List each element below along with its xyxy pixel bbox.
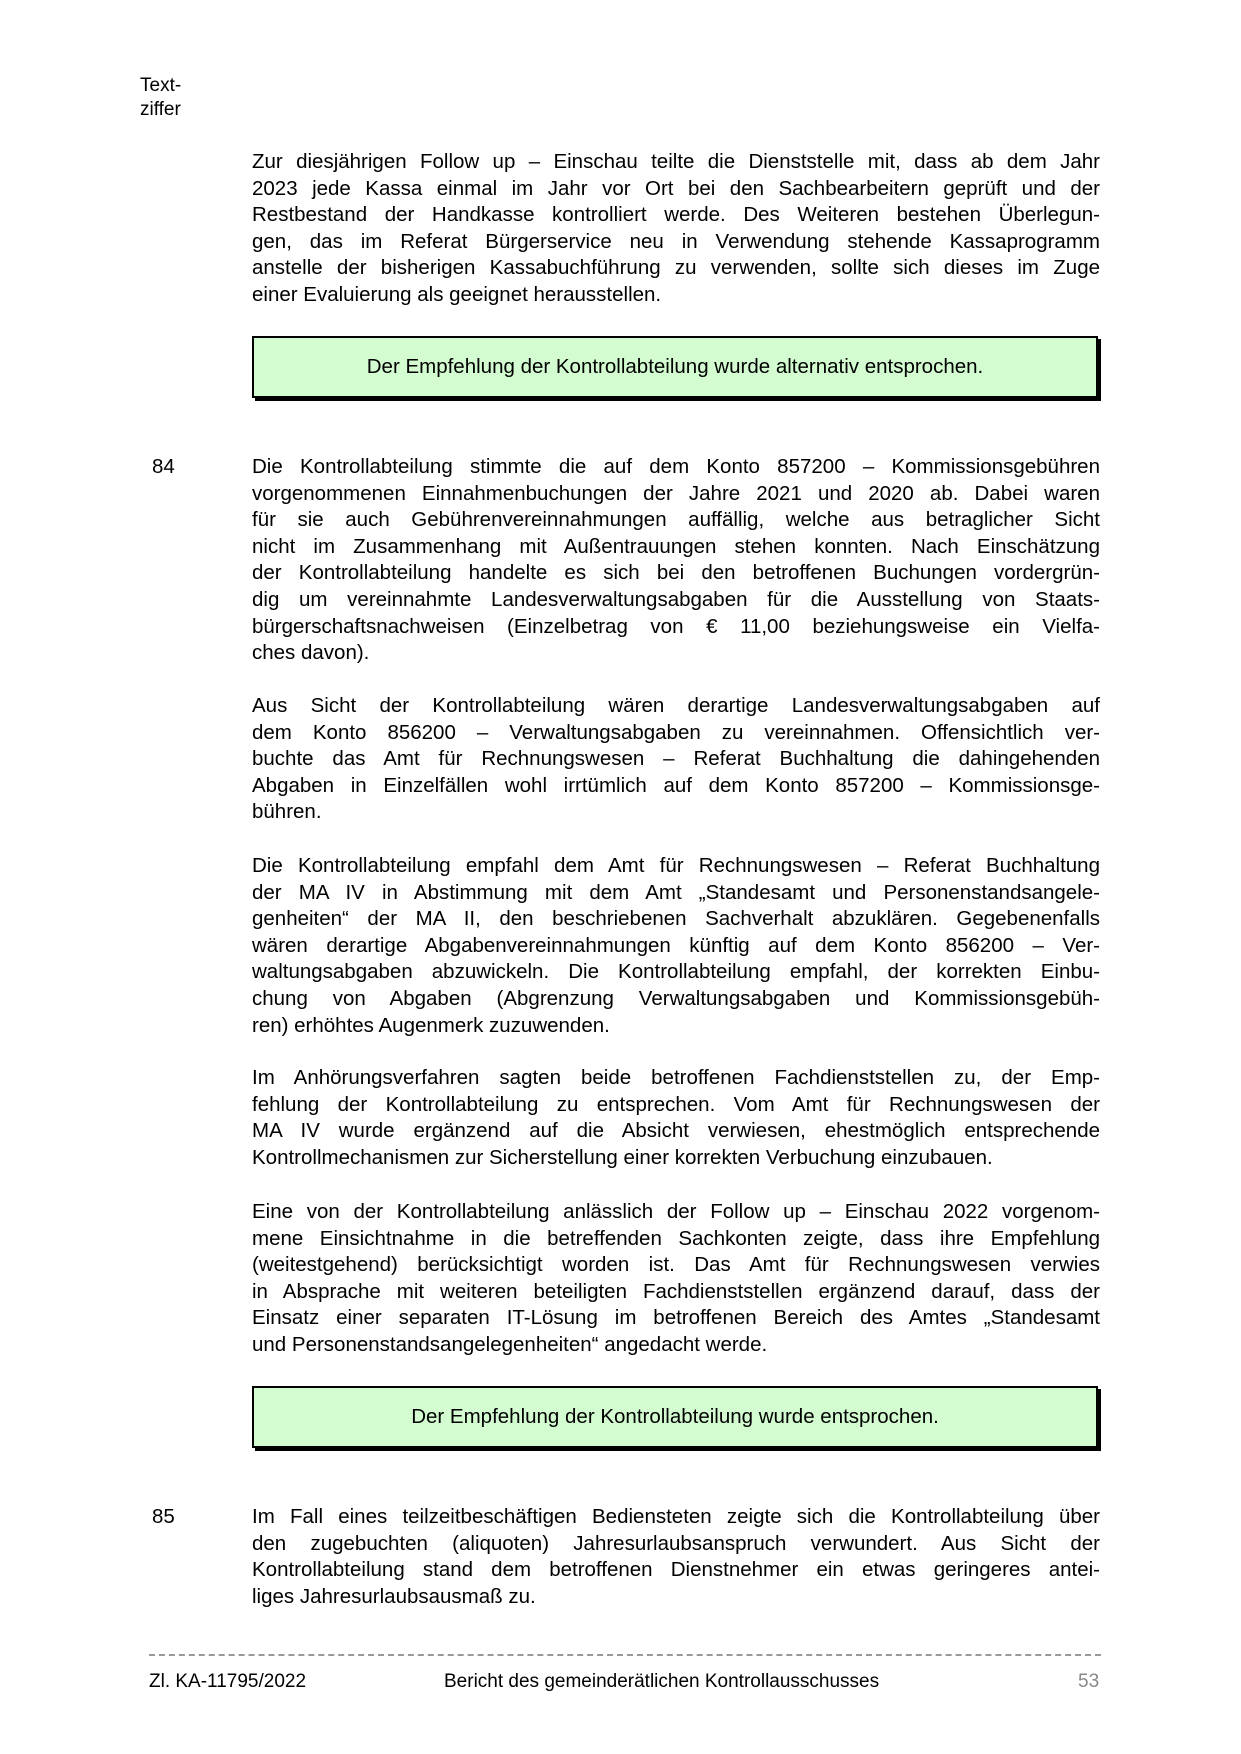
text-line: Die Kontrollabteilung empfahl dem Amt für Rechnungswesen – Referat Buchhaltung	[252, 854, 1100, 877]
text-line: Einsatz einer separaten IT-Lösung im betroffenen Bereich des Amtes „Standesamt	[252, 1306, 1100, 1330]
text-line: ren) erhöhtes Augenmerk zuzuwenden.	[252, 1013, 610, 1037]
text-line: bühren.	[252, 800, 322, 824]
text-line: buchte das Amt für Rechnungswesen – Referat Buchhaltung die dahingehenden	[252, 747, 1100, 771]
text-line: einer Evaluierung als geeignet herausstellen.	[252, 282, 662, 306]
footer-reference: Zl. KA-11795/2022	[149, 1671, 307, 1692]
text-line: (weitestgehend) berücksichtigt worden ist. Das Amt für Rechnungswesen verwies	[252, 1253, 1100, 1277]
result-box-alternative: Der Empfehlung der Kontrollabteilung wurde alternativ entsprochen.	[252, 336, 1098, 398]
footer-divider	[149, 1654, 1101, 1656]
text-line: Abgaben in Einzelfällen wohl irrtümlich auf dem Konto 857200 – Kommissionsge-	[252, 773, 1100, 797]
text-line: vorgenommenen Einnahmenbuchungen der Jahre 2021 und 2020 ab. Dabei waren	[252, 481, 1100, 505]
paragraph-85	[252, 1504, 1100, 1610]
margin-label-line: Text-	[140, 75, 182, 96]
text-line: den zugebuchten (aliquoten) Jahresurlaubsanspruch verwundert. Aus Sicht der	[252, 1531, 1100, 1555]
text-line: der Kontrollabteilung handelte es sich bei den betroffenen Buchungen vordergrün-	[252, 561, 1100, 585]
text-line: bürgerschaftsnachweisen (Einzelbetrag von € 11,00 beziehungsweise ein Vielfa-	[252, 614, 1100, 638]
text-line: Zur diesjährigen Follow up – Einschau teilte die Dienststelle mit, dass ab dem Jahr	[252, 150, 1100, 173]
margin-label	[140, 74, 181, 122]
text-line: ches davon).	[252, 641, 370, 665]
section-number-84: 84	[152, 455, 175, 478]
paragraph-84-a	[252, 454, 1100, 667]
text-line: für sie auch Gebührenvereinnahmungen auffällig, welche aus betraglicher Sicht	[252, 508, 1100, 532]
text-line: anstelle der bisherigen Kassabuchführung zu verwenden, sollte sich dieses im Zuge	[252, 256, 1100, 280]
section-number-85: 85	[152, 1505, 175, 1528]
text-line: der MA IV in Abstimmung mit dem Amt „Standesamt und Personenstandsangele-	[252, 880, 1100, 904]
text-line: dig um vereinnahmte Landesverwaltungsabgaben für die Ausstellung von Staats-	[252, 587, 1100, 611]
text-line: waltungsabgaben abzuwickeln. Die Kontrollabteilung empfahl, der korrekten Einbu-	[252, 960, 1100, 984]
text-line: gen, das im Referat Bürgerservice neu in Verwendung stehende Kassaprogramm	[252, 229, 1100, 253]
text-line: wären derartige Abgabenvereinnahmungen künftig auf dem Konto 856200 – Ver-	[252, 933, 1100, 957]
text-line: in Absprache mit weiteren beteiligten Fachdienststellen ergänzend darauf, dass der	[252, 1279, 1100, 1303]
text-line: 2023 jede Kassa einmal im Jahr vor Ort bei den Sachbearbeitern geprüft und der	[252, 176, 1100, 200]
text-line: fehlung der Kontrollabteilung zu entsprechen. Vom Amt für Rechnungswesen der	[252, 1092, 1100, 1116]
paragraph-84-c	[252, 853, 1100, 1039]
text-line: mene Einsichtnahme in die betreffenden Sachkonten zeigte, dass ihre Empfehlung	[252, 1226, 1100, 1250]
text-line: chung von Abgaben (Abgrenzung Verwaltungsabgaben und Kommissionsgebüh-	[252, 986, 1100, 1010]
text-line: dem Konto 856200 – Verwaltungsabgaben zu vereinnahmen. Offensichtlich ver-	[252, 720, 1100, 744]
text-line: und Personenstandsangelegenheiten“ angedacht werde.	[252, 1332, 768, 1356]
text-line: Die Kontrollabteilung stimmte die auf dem Konto 857200 – Kommissionsgebühren	[252, 455, 1100, 478]
text-line: liges Jahresurlaubsausmaß zu.	[252, 1584, 536, 1608]
text-line: nicht im Zusammenhang mit Außentrauungen stehen konnten. Nach Einschätzung	[252, 534, 1100, 558]
page-number: 53	[1078, 1671, 1100, 1692]
text-line: Restbestand der Handkasse kontrolliert werde. Des Weiteren bestehen Überlegun-	[252, 203, 1100, 227]
text-line: Im Fall eines teilzeitbeschäftigen Bediensteten zeigte sich die Kontrollabteilung über	[252, 1505, 1100, 1528]
paragraph-84-d	[252, 1065, 1100, 1171]
text-line: Eine von der Kontrollabteilung anlässlich der Follow up – Einschau 2022 vorgenom-	[252, 1200, 1100, 1223]
text-line: Im Anhörungsverfahren sagten beide betroffenen Fachdienststellen zu, der Emp-	[252, 1066, 1100, 1089]
paragraph-84-e	[252, 1199, 1100, 1359]
paragraph-84-b	[252, 693, 1100, 826]
text-line: Kontrollmechanismen zur Sicherstellung einer korrekten Verbuchung einzubauen.	[252, 1145, 993, 1169]
result-box-fulfilled: Der Empfehlung der Kontrollabteilung wurde entsprochen.	[252, 1386, 1098, 1448]
margin-label-line: ziffer	[140, 99, 181, 120]
text-line: genheiten“ der MA II, den beschriebenen Sachverhalt abzuklären. Gegebenenfalls	[252, 907, 1100, 931]
text-line: Aus Sicht der Kontrollabteilung wären derartige Landesverwaltungsabgaben auf	[252, 694, 1100, 717]
text-line: MA IV wurde ergänzend auf die Absicht verwiesen, ehestmöglich entsprechende	[252, 1119, 1100, 1143]
footer-title: Bericht des gemeinderätlichen Kontrollausschusses	[444, 1671, 880, 1692]
text-line: Kontrollabteilung stand dem betroffenen Dienstnehmer ein etwas geringeres antei-	[252, 1558, 1100, 1582]
paragraph-intro	[252, 149, 1100, 309]
